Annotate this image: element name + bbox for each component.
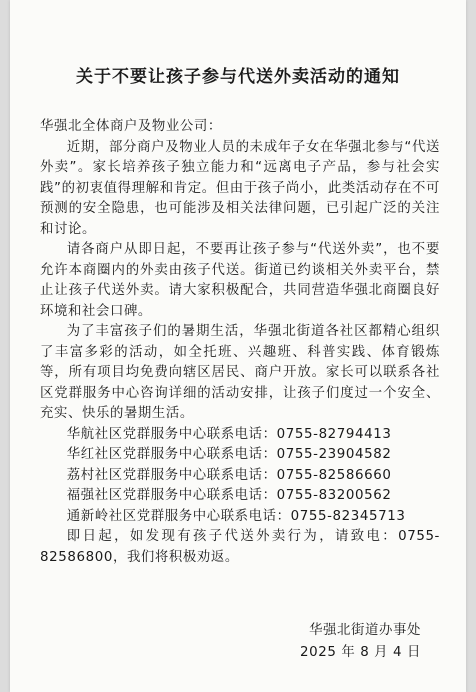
contact-tongxinling: 通新岭社区党群服务中心联系电话：0755-82345713: [66, 508, 406, 524]
paragraph-activities: 为了丰富孩子们的暑期生活，华强北街道各社区都精心组织了丰富多彩的活动，如全托班、兴趣班、科普实践、体育锻炼等，所有项目均免费向辖区居民、商户开放。家长可以联系各社区党群服务中心咨询详细的活动安排，让孩子们度过一个安全、充实、快乐的暑期生活。: [40, 324, 440, 421]
notice-title: 关于不要让孩子参与代送外卖活动的通知: [76, 67, 400, 87]
contact-list: [40, 425, 440, 528]
contact-licun: 荔村社区党群服务中心联系电话：0755-82586660: [66, 467, 392, 483]
paragraph-closing: 即日起，如发现有孩子代送外卖行为，请致电：0755-82586800，我们将积极劝返。: [40, 529, 440, 565]
contact-huahang: 华航社区党群服务中心联系电话：0755-82794413: [66, 426, 392, 442]
signature-block: [300, 620, 421, 664]
notice-document: [10, 0, 466, 692]
notice-body: [40, 117, 440, 568]
contact-huahong: 华红社区党群服务中心联系电话：0755-23904582: [66, 447, 392, 462]
paragraph-situation: 近期，部分商户及物业人员的未成年子女在华强北参与“代送外卖”。家长培养孩子独立能力和“远离电子产品，参与社会实践”的初衷值得理解和肯定。但由于孩子尚小，此类活动存在不可预测的安全隐患，也可能涉及相关法律问题，已引起广泛的关注和讨论。: [40, 139, 440, 237]
issue-date: 2025 年 8 月 4 日: [300, 645, 421, 660]
contact-fuqiang: 福强社区党群服务中心联系电话：0755-83200562: [66, 488, 392, 503]
paragraph-request: 请各商户从即日起，不要再让孩子参与“代送外卖”，也不要允许本商圈内的外卖由孩子代送。街道已约谈相关外卖平台，禁止让孩子代送外卖。请大家积极配合，共同营造华强北商圈良好环境和社会口碑。: [40, 242, 440, 319]
issuer-name: 华强北街道办事处: [309, 623, 421, 638]
notice-salutation: 华强北全体商户及物业公司：: [40, 119, 222, 134]
